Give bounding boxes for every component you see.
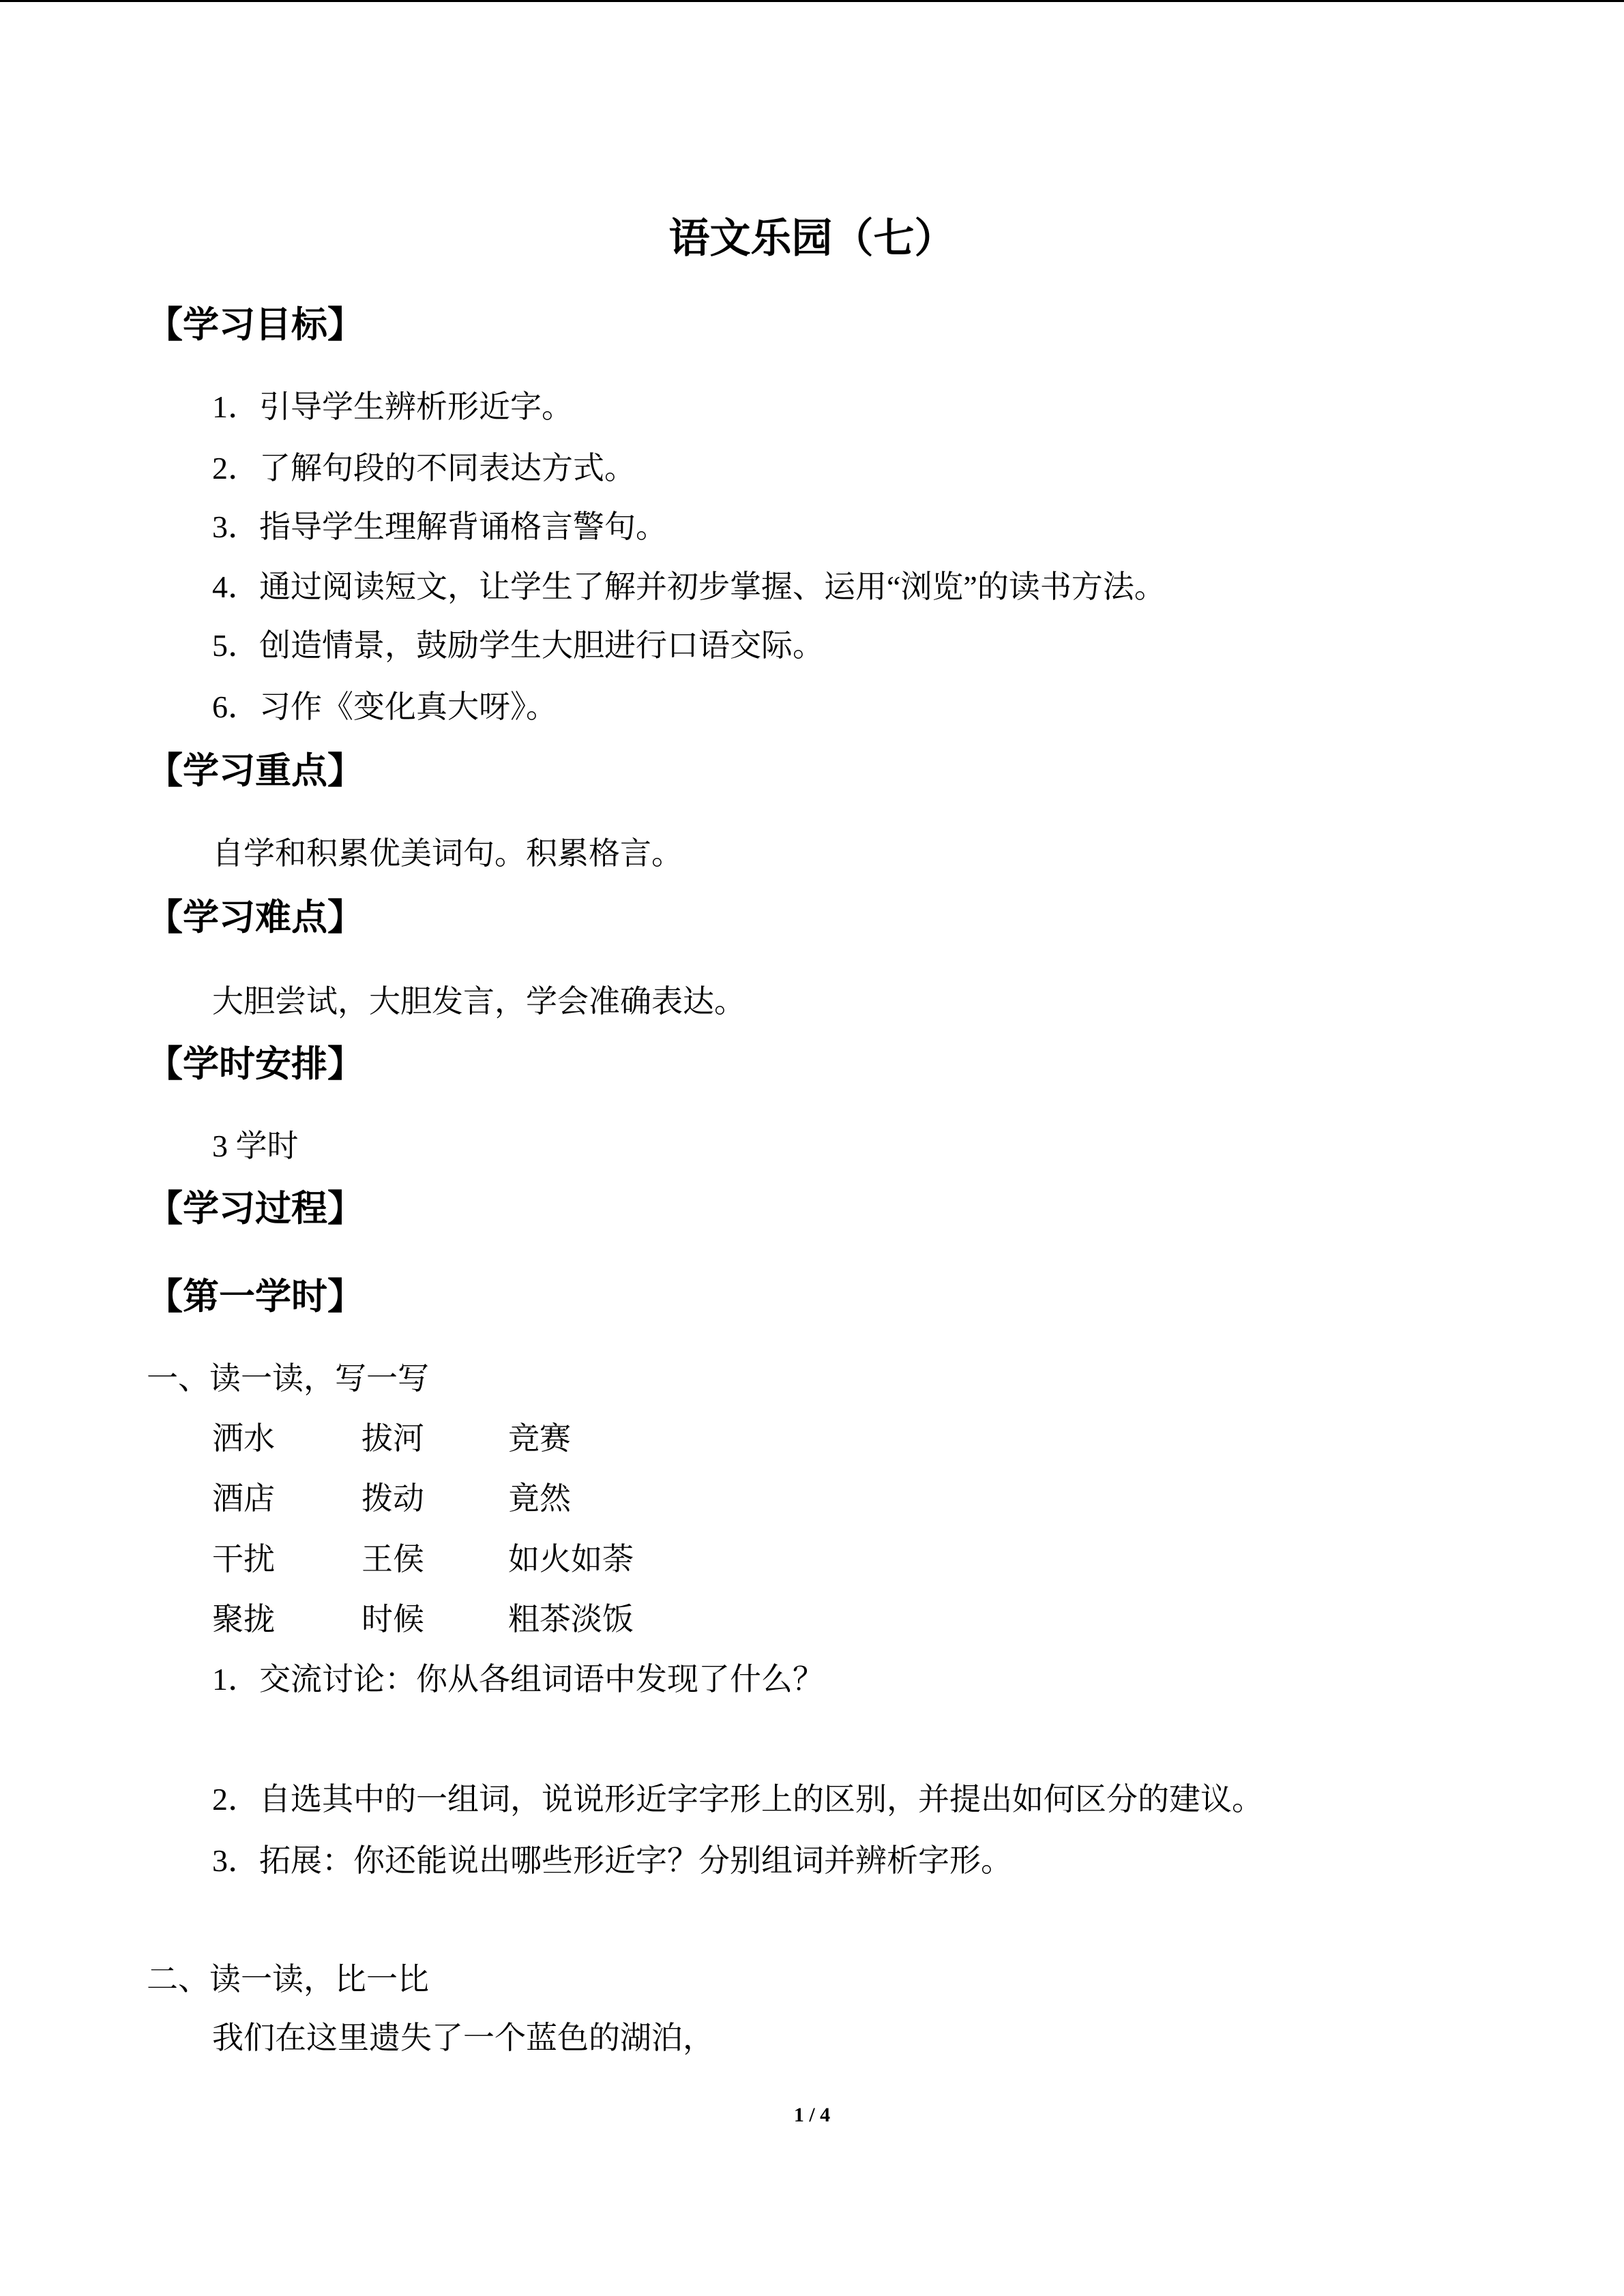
word-cell: 如火如荼 (508, 1542, 634, 1577)
difficulties-text: 大胆尝试，大胆发言，学会准确表达。 (212, 984, 745, 1019)
question-item: 1．交流讨论：你从各组词语中发现了什么？ (212, 1662, 824, 1697)
key-points-heading: 【学习重点】 (147, 751, 364, 791)
schedule-text: 3 学时 (212, 1129, 299, 1163)
part1-heading: 一、读一读，写一写 (147, 1361, 429, 1396)
word-cell: 拔河 (361, 1421, 424, 1456)
question-item: 2．自选其中的一组词，说说形近字字形上的区别，并提出如何区分的建议。 (212, 1782, 1263, 1817)
page-number: 1 / 4 (793, 2104, 831, 2126)
word-cell: 时候 (361, 1602, 424, 1637)
word-cell: 王侯 (361, 1542, 424, 1577)
word-cell: 竞赛 (508, 1421, 571, 1456)
question-item: 3．拓展：你还能说出哪些形近字？分别组词并辨析字形。 (212, 1843, 1012, 1878)
word-cell: 干扰 (212, 1542, 275, 1577)
objective-item: 1．引导学生辨析形近字。 (212, 389, 573, 424)
word-cell: 聚拢 (212, 1602, 275, 1637)
objective-item: 2．了解句段的不同表达方式。 (212, 451, 636, 486)
objective-item: 4．通过阅读短文，让学生了解并初步掌握、运用“浏览”的读书方法。 (212, 569, 1166, 604)
document-title: 语文乐园（七） (668, 216, 956, 261)
page-top-border (0, 0, 1624, 2)
difficulties-heading: 【学习难点】 (147, 898, 364, 938)
poem-line: 我们在这里遗失了一个蓝色的湖泊， (212, 2021, 714, 2055)
objective-item: 3．指导学生理解背诵格言警句。 (212, 509, 667, 544)
word-cell: 酒店 (212, 1481, 275, 1516)
word-cell: 粗茶淡饭 (508, 1602, 634, 1637)
lesson1-heading: 【第一学时】 (147, 1277, 364, 1317)
word-cell: 竟然 (508, 1481, 571, 1516)
word-cell: 拨动 (361, 1481, 424, 1516)
objective-item: 5．创造情景，鼓励学生大胆进行口语交际。 (212, 628, 824, 663)
process-heading: 【学习过程】 (147, 1189, 364, 1229)
key-points-text: 自学和积累优美词句。积累格言。 (212, 836, 683, 871)
objectives-heading: 【学习目标】 (147, 305, 364, 345)
part2-heading: 二、读一读，比一比 (147, 1962, 429, 1997)
word-cell: 洒水 (212, 1421, 275, 1456)
schedule-heading: 【学时安排】 (147, 1045, 364, 1084)
objective-item: 6．习作《变化真大呀》。 (212, 689, 557, 724)
